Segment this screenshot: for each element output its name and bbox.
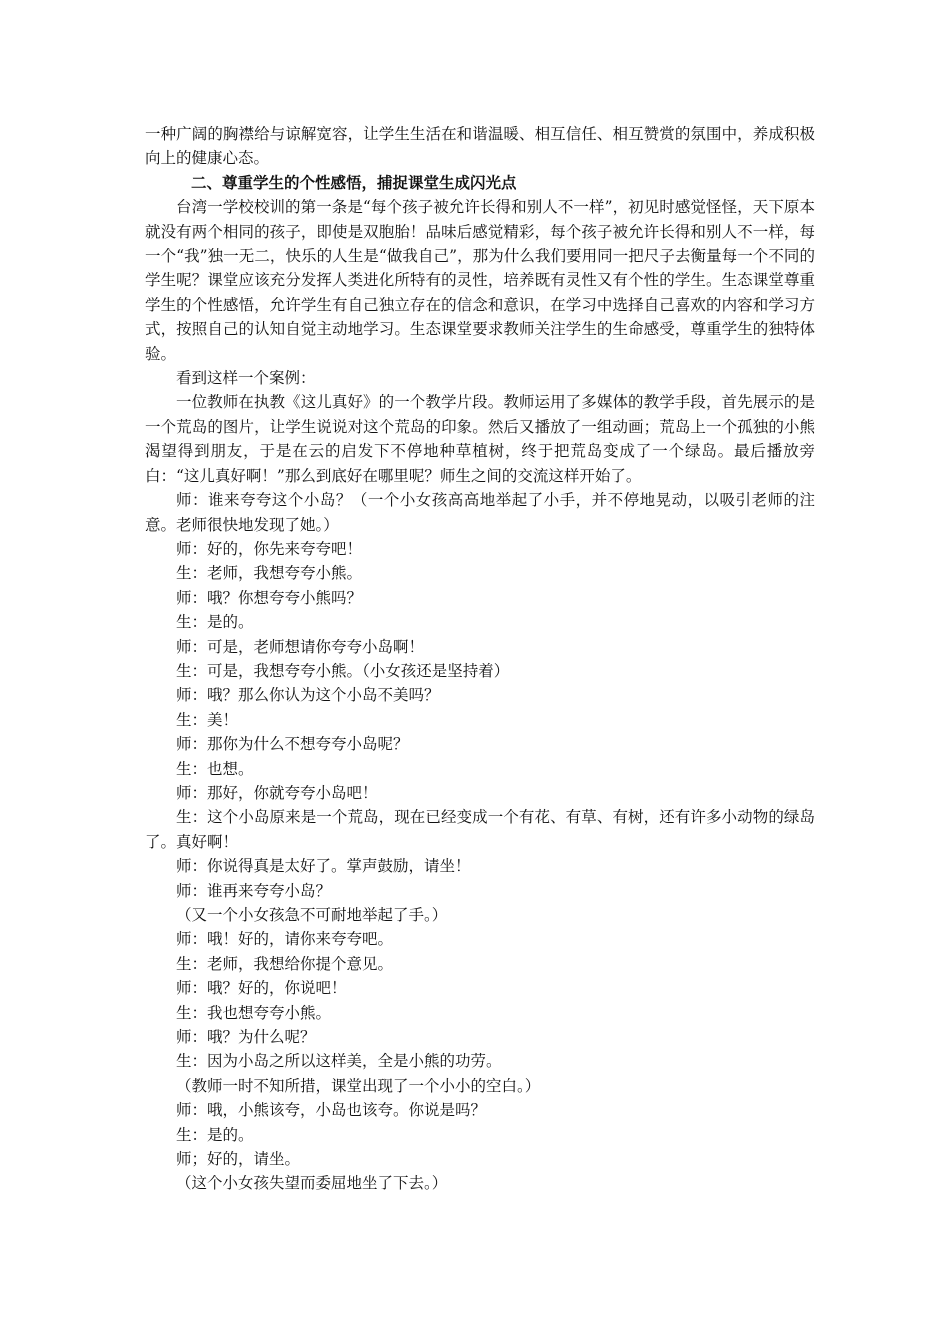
document-page bbox=[145, 122, 815, 1196]
paragraph: 师：那好，你就夸夸小岛吧！ bbox=[176, 783, 378, 802]
paragraph: 一种广阔的胸襟给与谅解宽容，让学生生活在和谐温暖、相互信任、相互赞赏的氛围中，养成积极向上的健康心态。 bbox=[145, 125, 815, 168]
paragraph: （又一个小女孩急不可耐地举起了手。） bbox=[176, 906, 448, 924]
paragraph: 台湾一学校校训的第一条是“每个孩子被允许长得和别人不一样”，初见时感觉怪怪，天下原本就没有两个相同的孩子，即使是双胞胎！品味后感觉精彩，每个孩子被允许长得和别人不一样，每一个“我”独一无二，快乐的人生是“做我自己”，那为什么我们要用同一把尺子去衡量每一个不同的学生呢？课堂应该充分发挥人类进化所特有的灵性，培养既有灵性又有个性的学生。生态课堂尊重学生的个性感悟，允许学生有自己独立存在的信念和意识，在学习中选择自己喜欢的内容和学习方式，按照自己的认知自觉主动地学习。生态课堂要求教师关注学生的生命感受，尊重学生的独特体验。 bbox=[145, 198, 815, 363]
paragraph: 生：老师，我想给你提个意见。 bbox=[176, 954, 394, 973]
paragraph: 师：哦？为什么呢？ bbox=[176, 1028, 316, 1047]
paragraph: 看到这样一个案例： bbox=[176, 369, 316, 388]
paragraph: 师：谁来夸夸这个小岛？（一个小女孩高高地举起了小手，并不停地晃动，以吸引老师的注意。老师很快地发现了她。） bbox=[145, 491, 815, 534]
paragraph: 一位教师在执教《这儿真好》的一个教学片段。教师运用了多媒体的教学手段，首先展示的是一个荒岛的图片，让学生说说对这个荒岛的印象。然后又播放了一组动画；荒岛上一个孤独的小熊渴望得到朋友，于是在云的启发下不停地种草植树，终于把荒岛变成了一个绿岛。最后播放旁白：“这儿真好啊！”那么到底好在哪里呢？师生之间的交流这样开始了。 bbox=[145, 393, 815, 485]
paragraph: 生：老师，我想夸夸小熊。 bbox=[176, 564, 363, 583]
section-heading: 二、尊重学生的个性感悟，捕捉课堂生成闪光点 bbox=[191, 173, 517, 192]
paragraph: 师：谁再来夸夸小岛？ bbox=[176, 881, 332, 900]
paragraph: 生：是的。 bbox=[176, 613, 254, 632]
paragraph: 师：你说得真是太好了。掌声鼓励，请坐！ bbox=[176, 857, 471, 876]
paragraph: 师：哦？好的，你说吧！ bbox=[176, 979, 347, 998]
paragraph: 生：我也想夸夸小熊。 bbox=[176, 1003, 332, 1022]
paragraph: 生：是的。 bbox=[176, 1125, 254, 1144]
paragraph: 师；好的，请坐。 bbox=[176, 1150, 301, 1169]
paragraph: 生：因为小岛之所以这样美，全是小熊的功劳。 bbox=[176, 1052, 502, 1071]
paragraph: 师：那你为什么不想夸夸小岛呢？ bbox=[176, 735, 409, 754]
paragraph: （教师一时不知所措，课堂出现了一个小小的空白。） bbox=[176, 1076, 541, 1095]
paragraph: 师：可是，老师想请你夸夸小岛啊！ bbox=[176, 637, 425, 656]
paragraph: 师：好的，你先来夸夸吧！ bbox=[176, 539, 363, 558]
paragraph: （这个小女孩失望而委屈地坐了下去。） bbox=[176, 1174, 448, 1193]
paragraph: 师：哦？你想夸夸小熊吗？ bbox=[176, 588, 363, 607]
paragraph: 师：哦！好的，请你来夸夸吧。 bbox=[176, 930, 394, 949]
paragraph: 生：可是，我想夸夸小熊。（小女孩还是坚持着） bbox=[176, 661, 510, 680]
paragraph: 生：也想。 bbox=[176, 759, 254, 778]
paragraph: 师：哦？那么你认为这个小岛不美吗？ bbox=[176, 686, 440, 705]
paragraph: 师：哦，小熊该夸，小岛也该夸。你说是吗？ bbox=[176, 1101, 487, 1120]
paragraph: 生：这个小岛原来是一个荒岛，现在已经变成一个有花、有草、有树，还有许多小动物的绿岛了。真好啊！ bbox=[145, 808, 815, 851]
paragraph: 生：美！ bbox=[176, 710, 239, 729]
